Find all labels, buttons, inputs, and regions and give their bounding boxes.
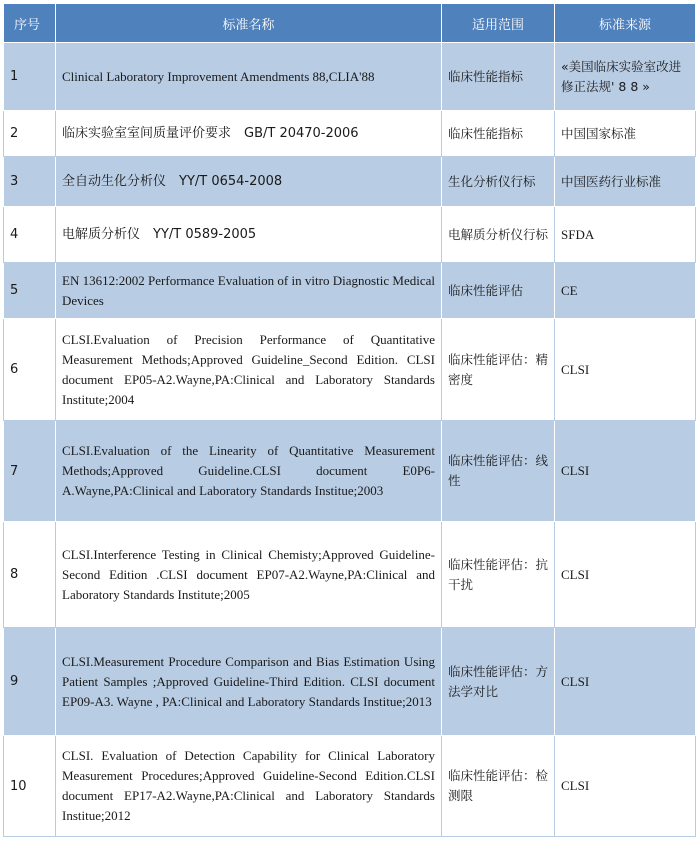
row-source: SFDA (555, 207, 696, 263)
row-standard-name: CLSI.Evaluation of Precision Performance of Quantitative Measurement Methods;Approved Guideline_Second Edition. CLSI document EP05-A2.Wayne,PA:Clinical and Laboratory Standards Institute;2004 (56, 319, 442, 421)
table-row (4, 522, 696, 628)
row-source: 中国国家标准 (555, 111, 696, 157)
standards-table (3, 3, 696, 837)
row-no: 5 (4, 263, 56, 319)
row-standard-name: 全自动生化分析仪 YY/T 0654-2008 (56, 157, 442, 207)
row-source: CLSI (555, 319, 696, 421)
table-row (4, 157, 696, 207)
row-source: CLSI (555, 628, 696, 736)
row-no: 2 (4, 111, 56, 157)
row-standard-name: CLSI.Evaluation of the Linearity of Quantitative Measurement Methods;Approved Guideline.CLSI document E0P6-A.Wayne,PA:Clinical and Laboratory Standards Institue;2003 (56, 421, 442, 522)
table-row (4, 421, 696, 522)
row-no: 9 (4, 628, 56, 736)
row-scope: 临床性能指标 (442, 43, 555, 111)
table-row (4, 207, 696, 263)
row-scope: 临床性能评估：精密度 (442, 319, 555, 421)
row-source: CLSI (555, 522, 696, 628)
table-row (4, 263, 696, 319)
row-scope: 临床性能评估：抗干扰 (442, 522, 555, 628)
table-row (4, 736, 696, 837)
row-source: «美国临床实验室改进修正法规' 8 8 » (555, 43, 696, 111)
row-standard-name: CLSI.Interference Testing in Clinical Chemisty;Approved Guideline-Second Edition .CLSI document EP07-A2.Wayne,PA:Clinical and Laboratory Standards Institute;2005 (56, 522, 442, 628)
row-standard-name: Clinical Laboratory Improvement Amendments 88,CLIA'88 (56, 43, 442, 111)
row-scope: 临床性能评估：方法学对比 (442, 628, 555, 736)
row-source: CE (555, 263, 696, 319)
table-row (4, 628, 696, 736)
row-no: 8 (4, 522, 56, 628)
row-no: 7 (4, 421, 56, 522)
row-scope: 临床性能评估：检测限 (442, 736, 555, 837)
row-no: 6 (4, 319, 56, 421)
row-no: 4 (4, 207, 56, 263)
header-source: 标准来源 (555, 4, 696, 43)
row-standard-name: CLSI. Evaluation of Detection Capability for Clinical Laboratory Measurement Procedures;Approved Guideline-Second Edition.CLSI document EP17-A2.Wayne,PA:Clinical and Laboratory Standards Institue;2012 (56, 736, 442, 837)
row-no: 10 (4, 736, 56, 837)
row-standard-name: 电解质分析仪 YY/T 0589-2005 (56, 207, 442, 263)
row-scope: 生化分析仪行标 (442, 157, 555, 207)
header-no: 序号 (4, 4, 56, 43)
row-scope: 临床性能评估：线性 (442, 421, 555, 522)
row-source: CLSI (555, 736, 696, 837)
row-standard-name: CLSI.Measurement Procedure Comparison and Bias Estimation Using Patient Samples ;Approved Guideline-Third Edition. CLSI document EP09-A3. Wayne , PA:Clinical and Laboratory Standards Institue;2013 (56, 628, 442, 736)
table-row (4, 111, 696, 157)
table-header-row (4, 4, 696, 43)
header-scope: 适用范围 (442, 4, 555, 43)
row-standard-name: EN 13612:2002 Performance Evaluation of in vitro Diagnostic Medical Devices (56, 263, 442, 319)
row-no: 1 (4, 43, 56, 111)
row-source: 中国医药行业标准 (555, 157, 696, 207)
row-source: CLSI (555, 421, 696, 522)
row-scope: 电解质分析仪行标 (442, 207, 555, 263)
row-no: 3 (4, 157, 56, 207)
row-standard-name: 临床实验室室间质量评价要求 GB/T 20470-2006 (56, 111, 442, 157)
table-row (4, 319, 696, 421)
table-row (4, 43, 696, 111)
row-scope: 临床性能指标 (442, 111, 555, 157)
row-scope: 临床性能评估 (442, 263, 555, 319)
header-name: 标准名称 (56, 4, 442, 43)
